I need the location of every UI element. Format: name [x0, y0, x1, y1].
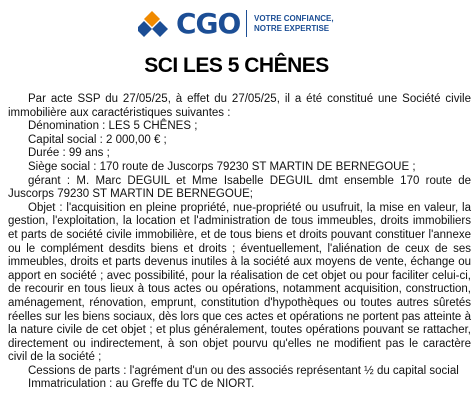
paragraph-siege: Siège social : 170 route de Juscorps 79230 ST MARTIN DE BERNEGOUE ; — [28, 160, 416, 173]
paragraph-duree: Durée : 99 ans ; — [28, 147, 110, 160]
header — [0, 4, 473, 44]
paragraph-objet: Objet : l'acquisition en pleine propriété, nue-propriété ou usufruit, la mise en valeur, la gestion, l'exploitation, la location et l'administration de tous immeubles, droits immobiliers et parts de société civile immobilière, et de tous biens et droits pouvant constituer l'annexe ou le complément desdits biens et droits ; éventuellement, l'aliénation de ceux de ses immeubles, droits et parts devenus inutiles à la société aux moyens de vente, échange ou apport en société ; avec possibilité, pour la réalisation de cet objet ou pour faciliter celui-ci, de recourir en tous lieux à tous actes ou opérations, notamment acquisition, construction, aménagement, rénovation, emprunt, constitution d'hypothèques ou toutes autres sûretés réelles sur les biens sociaux, dès lors que ces actes et opérations ne portent pas atteinte à la nature civile de cet objet ; et plus généralement, toutes opérations pouvant se rattacher, directement ou indirectement, à son objet pourvu qu'elles ne modifient pas le caractère civil de la société ; — [8, 201, 471, 364]
paragraph-capital: Capital social : 2 000,00 € ; — [28, 133, 167, 146]
logo-wordmark: CGO — [176, 7, 241, 40]
tagline — [254, 14, 334, 34]
notice-body — [8, 93, 471, 392]
paragraph-gerant: gérant : M. Marc DEGUIL et Mme Isabelle DEGUIL dmt ensemble 170 route de Juscorps 79230 ST MARTIN DE BERNEGOUE; — [8, 174, 471, 201]
paragraph-intro: Par acte SSP du 27/05/25, à effet du 27/05/25, il a été constitué une Société civile immobilière aux caractéristiques suivantes : — [8, 93, 471, 119]
cgo-logo-icon — [138, 9, 176, 39]
paragraph-cessions: Cessions de parts : l'agrément d'un ou des associés représentant ½ du capital social — [28, 364, 459, 377]
paragraph-denomination: Dénomination : LES 5 CHÊNES ; — [28, 120, 198, 133]
logo-divider — [246, 10, 247, 37]
tagline-line-2: NOTRE EXPERTISE — [254, 24, 330, 33]
notice-title: SCI LES 5 CHÊNES — [144, 54, 329, 77]
tagline-line-1: VOTRE CONFIANCE, — [254, 14, 334, 23]
paragraph-immatriculation: Immatriculation : au Greffe du TC de NIORT. — [28, 378, 255, 391]
